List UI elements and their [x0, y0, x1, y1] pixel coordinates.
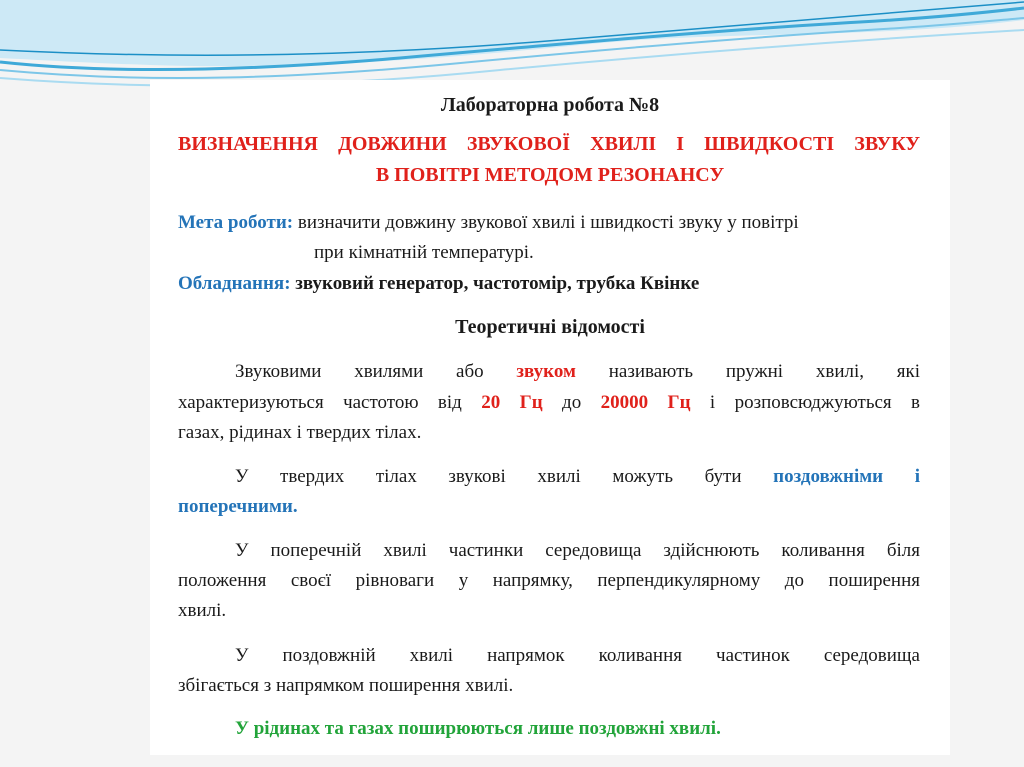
p1-text: характеризуються частотою від: [178, 392, 462, 413]
p1-text: Звуковими хвилями або: [235, 361, 484, 382]
goal-text-line2: при кімнатній температурі.: [314, 242, 534, 263]
p1-line1: [235, 361, 920, 383]
p4-line1: У поздовжній хвилі напрямок коливання частинок середовища: [235, 645, 920, 666]
goal-text-line1: визначити довжину звукової хвилі і швидкості звуку у повітрі: [297, 212, 799, 233]
goal-label: Мета роботи:: [178, 212, 294, 233]
liquids-gases-note: У рідинах та газах поширюються лише поздовжні хвилі.: [235, 718, 721, 739]
main-heading-line2: В ПОВІТРІ МЕТОДОМ РЕЗОНАНСУ: [375, 164, 725, 186]
p2-line1: [235, 466, 920, 488]
freq-max: 20000 Гц: [600, 392, 691, 413]
p1-line3: газах, рідинах і твердих тілах.: [178, 422, 422, 443]
equipment-label: Обладнання:: [178, 273, 291, 294]
theory-heading: Теоретичні відомості: [455, 316, 645, 338]
p3-line2: положення своєї рівноваги у напрямку, перпендикулярному до поширення: [178, 570, 920, 591]
document-page: [150, 80, 950, 755]
main-heading-line1: ВИЗНАЧЕННЯ ДОВЖИНИ ЗВУКОВОЇ ХВИЛІ І ШВИДКОСТІ ЗВУКУ: [178, 133, 920, 155]
p1-line2: [178, 392, 920, 414]
p1-text: до: [562, 392, 582, 413]
p1-text: і розповсюджуються в: [709, 392, 921, 413]
p3-line1: У поперечній хвилі частинки середовища здійснюють коливання біля: [235, 540, 920, 561]
lab-title: Лабораторна робота №8: [440, 94, 660, 116]
equipment-row: [178, 273, 699, 295]
p2-text: У твердих тілах звукові хвилі можуть бути: [235, 466, 742, 487]
p4-line2: збігається з напрямком поширення хвилі.: [178, 675, 514, 696]
p3-line3: хвилі.: [178, 600, 227, 621]
term-sound: звуком: [516, 361, 576, 382]
term-longitudinal: поздовжніми і: [773, 466, 921, 487]
goal-row: [178, 212, 799, 234]
equipment-text: звуковий генератор, частотомір, трубка Квінке: [295, 273, 700, 294]
p1-text: називають пружні хвилі, які: [608, 361, 921, 382]
term-transverse: поперечними.: [178, 496, 298, 517]
freq-min: 20 Гц: [481, 392, 543, 413]
